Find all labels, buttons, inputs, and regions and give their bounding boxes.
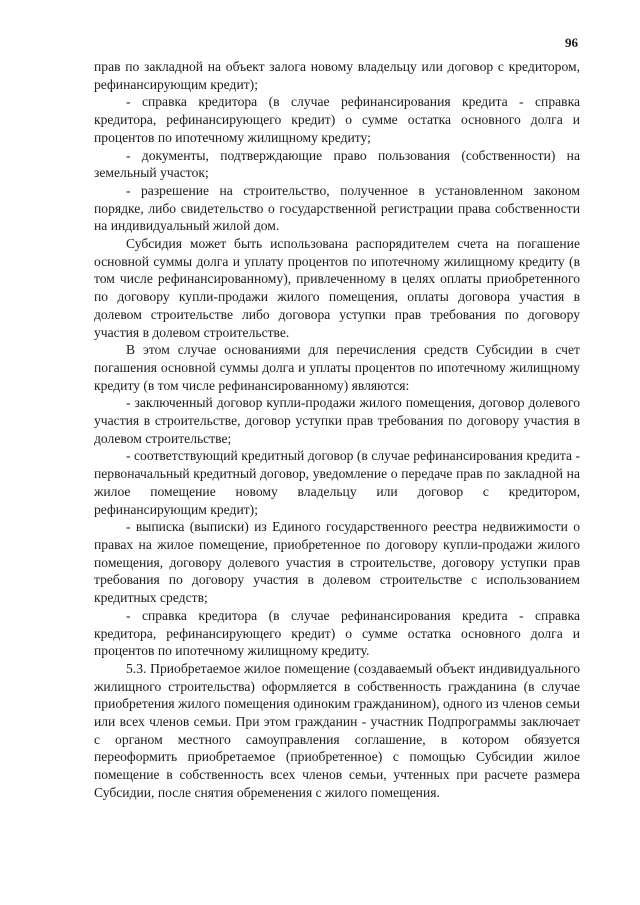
list-item-creditor-certificate: - справка кредитора (в случае рефинансирования кредита - справка кредитора, рефинансирующего кредит) о сумме остатка основного долга и процентов по ипотечному жилищному кредиту; bbox=[94, 94, 580, 145]
document-body bbox=[94, 58, 580, 802]
list-item-registry-extract: - выписка (выписки) из Единого государственного реестра недвижимости о правах на жилое помещение, приобретенное по договору купли-продажи жилого помещения, договору долевого участия в строительстве, договору уступки прав требования по договору участия в долевом строительстве с использованием кредитных средств; bbox=[94, 519, 580, 606]
list-item-construction-permit: - разрешение на строительство, полученное в установленном законом порядке, либо свидетельство о государственной регистрации права собственности на индивидуальный жилой дом. bbox=[94, 182, 580, 234]
paragraph-transfer-grounds: В этом случае основаниями для перечисления средств Субсидии в счет погашения основной суммы долга и уплаты процентов по ипотечному жилищному кредиту (в том числе рефинансированному) являются: bbox=[94, 342, 580, 393]
list-item-creditor-certificate-2: - справка кредитора (в случае рефинансирования кредита - справка кредитора, рефинансирующего кредит) о сумме остатка основного долга и процентов по ипотечному жилищному кредиту. bbox=[94, 607, 580, 659]
paragraph-subsidy-usage: Субсидия может быть использована распорядителем счета на погашение основной суммы долга и уплату процентов по ипотечному жилищному кредиту (в том числе рефинансированному), привлеченному в целях оплаты приобретенного по договору купли-продажи жилого помещения, оплаты договора участия в долевом строительстве либо договора уступки прав требования по договору участия в долевом строительстве. bbox=[94, 236, 580, 340]
paragraph-section-5-3: 5.3. Приобретаемое жилое помещение (создаваемый объект индивидуального жилищного строительства) оформляется в собственность гражданина (в случае приобретения жилого помещения одиноким гражданином), одного из членов семьи или всех членов семьи. При этом гражданин - участник Подпрограммы заключает с органом местного самоуправления соглашение, в котором обязуется переоформить приобретаемое (приобретенное) с помощью Субсидии жилое помещение в собственность всех членов семьи, учтенных при расчете размера Субсидии, после снятия обременения с жилого помещения. bbox=[94, 660, 580, 800]
list-item-credit-contract: - соответствующий кредитный договор (в случае рефинансирования кредита - первоначальный кредитный договор, уведомление о передаче прав по закладной на жилое помещение новому владельцу или договор с кредитором, рефинансирующим кредит); bbox=[94, 448, 580, 517]
page-number: 96 bbox=[565, 35, 578, 50]
list-item-land-rights: - документы, подтверждающие право пользования (собственности) на земельный участок; bbox=[94, 147, 580, 181]
list-item-purchase-contract: - заключенный договор купли-продажи жилого помещения, договор долевого участия в строительстве, договор уступки прав требования по договору участия в долевом строительстве; bbox=[94, 395, 580, 446]
paragraph-continuation: прав по закладной на объект залога новому владельцу или договор с кредитором, рефинансирующим кредит); bbox=[94, 59, 580, 92]
